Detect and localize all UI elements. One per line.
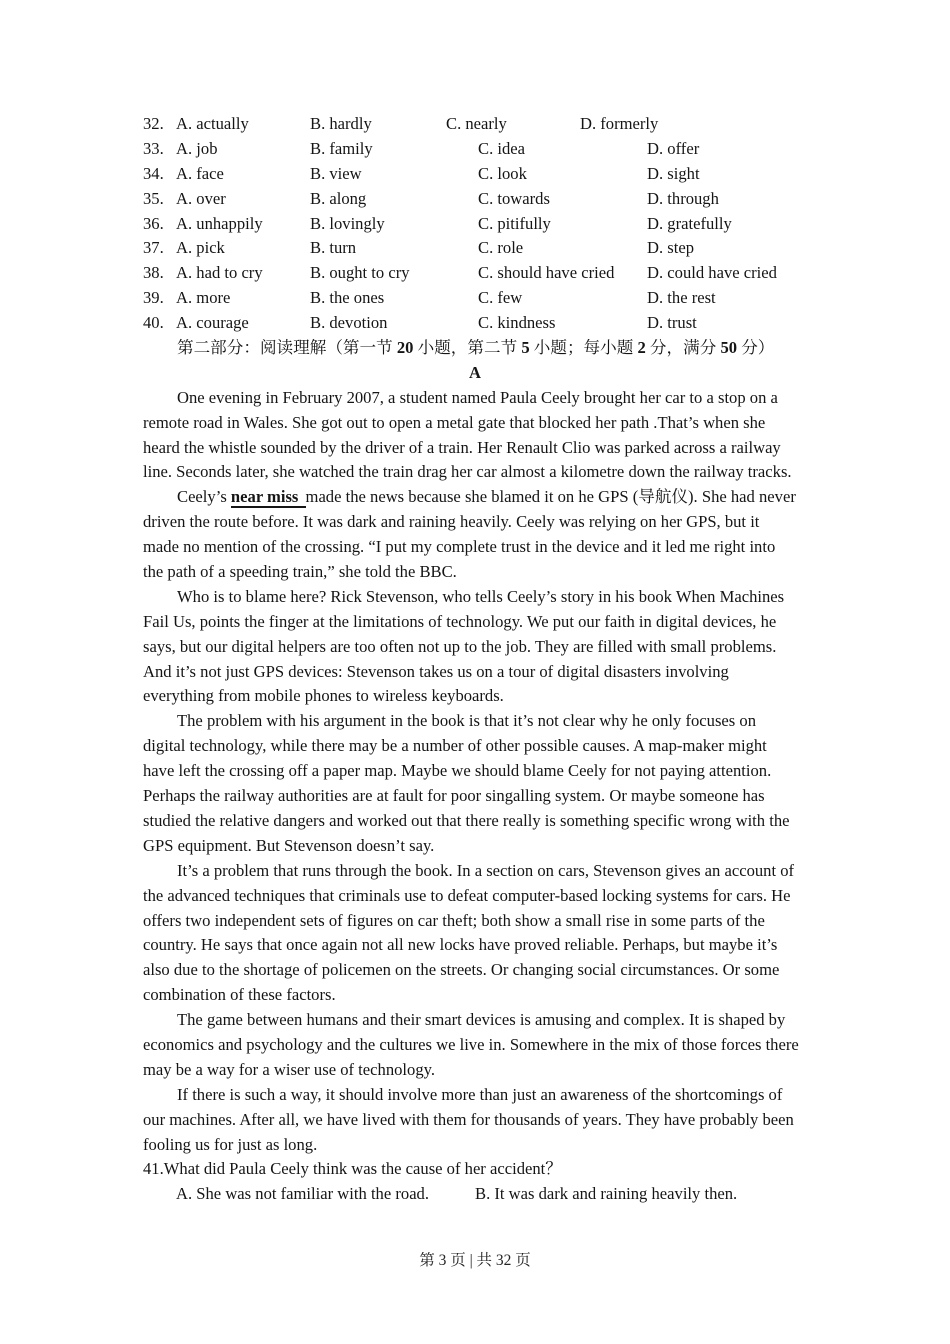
option-b: B. lovingly bbox=[310, 213, 385, 233]
option-c: C. nearly bbox=[446, 114, 507, 133]
question-41: 41.What did Paula Ceely think was the cause of her accident？ bbox=[143, 1159, 562, 1179]
option-b: B. devotion bbox=[310, 313, 388, 333]
paragraph-line: studied the relative dangers and worked out that there really is something specific wrong with the bbox=[143, 810, 790, 830]
paragraph-line: One evening in February 2007, a student named Paula Ceely brought her car to a stop on a bbox=[177, 387, 778, 407]
paragraph-line: GPS equipment. But Stevenson doesn’t say. bbox=[143, 835, 435, 855]
paragraph-line: The problem with his argument in the book is that it’s not clear why he only focuses on bbox=[177, 711, 756, 731]
paragraph-line: It’s a problem that runs through the book. In a section on cars, Stevenson gives an account of bbox=[177, 860, 795, 880]
option-c: C. idea bbox=[478, 138, 526, 158]
option-b: B. turn bbox=[310, 238, 357, 258]
option-c: C. look bbox=[478, 163, 527, 183]
option-d: D. gratefully bbox=[647, 213, 732, 233]
question-number: 38. bbox=[143, 263, 164, 283]
paragraph-line: line. Seconds later, she watched the train drag her car almost a kilometre down the railway tracks. bbox=[143, 462, 792, 482]
paragraph-line: may be a way for a wiser use of technology. bbox=[143, 1059, 435, 1079]
paragraph-text: Ceely’s bbox=[177, 487, 231, 507]
paragraph-line: offers two independent sets of figures on car theft; both show a small rise in some parts of the bbox=[143, 910, 765, 930]
option-c: C. kindness bbox=[478, 313, 556, 333]
paragraph-line: combination of these factors. bbox=[143, 985, 336, 1005]
paragraph-line: our machines. After all, we have lived with them for thousands of years. They have probably been bbox=[143, 1109, 794, 1129]
paragraph-line: Perhaps the railway authorities are at fault for poor singalling system. Or maybe someone has bbox=[143, 786, 765, 806]
option-a: A. unhappily bbox=[176, 213, 263, 233]
option-a: A. She was not familiar with the road. bbox=[176, 1184, 429, 1204]
option-b: B. along bbox=[310, 188, 367, 208]
passage-label: A bbox=[469, 362, 481, 382]
paragraph bbox=[143, 709, 807, 858]
option-d: D. sight bbox=[647, 163, 700, 183]
option-d: D. the rest bbox=[647, 288, 716, 308]
option-d: D. through bbox=[647, 188, 719, 208]
near-miss-term: near miss bbox=[231, 487, 306, 508]
option-b: B. family bbox=[310, 138, 373, 158]
question-row bbox=[143, 236, 807, 261]
section-header-text: 分） bbox=[737, 338, 775, 358]
option-d: D. trust bbox=[647, 313, 697, 333]
option-d: D. could have cried bbox=[647, 263, 777, 283]
section-header-text: 第二部分：阅读理解（第一节 bbox=[177, 338, 397, 358]
question-row bbox=[143, 137, 807, 162]
paragraph-line: fooling us for just as long. bbox=[143, 1134, 318, 1154]
question-number: 34. bbox=[143, 163, 164, 183]
section-header-text: 小题，第二节 bbox=[413, 338, 522, 358]
section-header-number: 20 bbox=[396, 338, 414, 358]
paragraph-line: the path of a speeding train,” she told the BBC. bbox=[143, 562, 457, 582]
option-b: B. view bbox=[310, 163, 362, 183]
option-d: D. offer bbox=[647, 138, 700, 158]
option-a: A. job bbox=[176, 138, 218, 158]
question-row bbox=[143, 261, 807, 286]
option-b: B. hardly bbox=[310, 114, 372, 133]
section-header bbox=[143, 336, 807, 361]
option-c: C. should have cried bbox=[478, 263, 615, 283]
paragraph bbox=[143, 585, 807, 709]
paragraph-text: made the news because she blamed it on he GPS (导航仪). She had never bbox=[305, 487, 796, 507]
paragraph-line: remote road in Wales. She got out to open a metal gate that blocked her path .That’s when she bbox=[143, 412, 766, 432]
question-number: 39. bbox=[143, 288, 164, 308]
option-d: D. step bbox=[647, 238, 695, 258]
paragraph-line: Who is to blame here? Rick Stevenson, who tells Ceely’s story in his book When Machines bbox=[177, 586, 785, 606]
question-row bbox=[143, 162, 807, 187]
paragraph-line: digital technology, while there may be a number of other possible causes. A map-maker might bbox=[143, 736, 767, 756]
paragraph-line: driven the route before. It was dark and raining heavily. Ceely was relying on her GPS, but it bbox=[143, 512, 760, 532]
question-41-options bbox=[143, 1182, 807, 1207]
option-b: B. the ones bbox=[310, 288, 385, 308]
question-number: 40. bbox=[143, 313, 164, 333]
section-header-number: 5 bbox=[521, 338, 530, 358]
option-b: B. It was dark and raining heavily then. bbox=[475, 1184, 738, 1204]
option-c: C. role bbox=[478, 238, 524, 258]
paragraph-line: If there is such a way, it should involve more than just an awareness of the shortcomings of bbox=[177, 1084, 783, 1104]
option-c: C. few bbox=[478, 288, 523, 308]
paragraph-line: the advanced techniques that criminals use to defeat computer-based locking systems for cars. He bbox=[143, 885, 791, 905]
paragraph-line: says, but our digital helpers are too often not up to the job. They are filled with small problems. bbox=[143, 636, 777, 656]
paragraph bbox=[143, 859, 807, 1008]
question-number: 36. bbox=[143, 213, 164, 233]
paragraph bbox=[143, 386, 807, 486]
option-c: C. pitifully bbox=[478, 213, 551, 233]
page-footer: 第 3 页 | 共 32 页 bbox=[419, 1252, 531, 1269]
section-header-text: 小题；每小题 bbox=[529, 338, 638, 358]
question-row bbox=[143, 112, 807, 137]
option-d: D. formerly bbox=[580, 114, 659, 133]
paragraph-line: And it’s not just GPS devices: Stevenson takes us on a tour of digital disasters involving bbox=[143, 661, 729, 681]
paragraph-line: economics and psychology and the cultures we live in. Somewhere in the mix of those forces there bbox=[143, 1034, 799, 1054]
question-number: 32. bbox=[143, 114, 164, 133]
section-header-text: 分，满分 bbox=[645, 338, 721, 358]
paragraph-line: heard the whistle sounded by the driver of a train. Her Renault Clio was parked across a railway bbox=[143, 437, 781, 457]
paragraph-line: everything from mobile phones to wireless keyboards. bbox=[143, 686, 504, 706]
option-a: A. courage bbox=[176, 313, 249, 333]
paragraph bbox=[143, 1008, 807, 1083]
question-row bbox=[143, 286, 807, 311]
question-row bbox=[143, 212, 807, 237]
paragraph-line: made no mention of the crossing. “I put my complete trust in the device and it led me right into bbox=[143, 537, 776, 557]
section-header-number: 2 bbox=[637, 338, 646, 358]
paragraph-line: country. He says that once again not all new locks have proved reliable. Perhaps, but maybe it’s bbox=[143, 935, 778, 955]
question-number: 35. bbox=[143, 188, 164, 208]
option-c: C. towards bbox=[478, 188, 550, 208]
option-a: A. face bbox=[176, 163, 224, 183]
question-row bbox=[143, 311, 807, 336]
option-a: A. had to cry bbox=[176, 263, 263, 283]
paragraph-line: have left the crossing off a paper map. Maybe we should blame Ceely for not paying attention. bbox=[143, 761, 772, 781]
option-a: A. over bbox=[176, 188, 226, 208]
option-a: A. more bbox=[176, 288, 231, 308]
paragraph-line: Fail Us, points the finger at the limitations of technology. We put our faith in digital devices, he bbox=[143, 611, 777, 631]
option-b: B. ought to cry bbox=[310, 263, 410, 283]
paragraph-line bbox=[143, 485, 807, 510]
option-a: A. actually bbox=[176, 114, 249, 133]
question-number: 33. bbox=[143, 138, 164, 158]
question-row bbox=[143, 187, 807, 212]
paragraph bbox=[143, 485, 807, 585]
option-a: A. pick bbox=[176, 238, 225, 258]
question-number: 37. bbox=[143, 238, 164, 258]
paragraph-line: also due to the shortage of policemen on the streets. Or changing social circumstances. Or some bbox=[143, 960, 780, 980]
paragraph bbox=[143, 1083, 807, 1158]
page-content bbox=[143, 112, 807, 1207]
paragraph-line: The game between humans and their smart devices is amusing and complex. It is shaped by bbox=[177, 1010, 786, 1030]
section-header-number: 50 bbox=[720, 338, 738, 358]
